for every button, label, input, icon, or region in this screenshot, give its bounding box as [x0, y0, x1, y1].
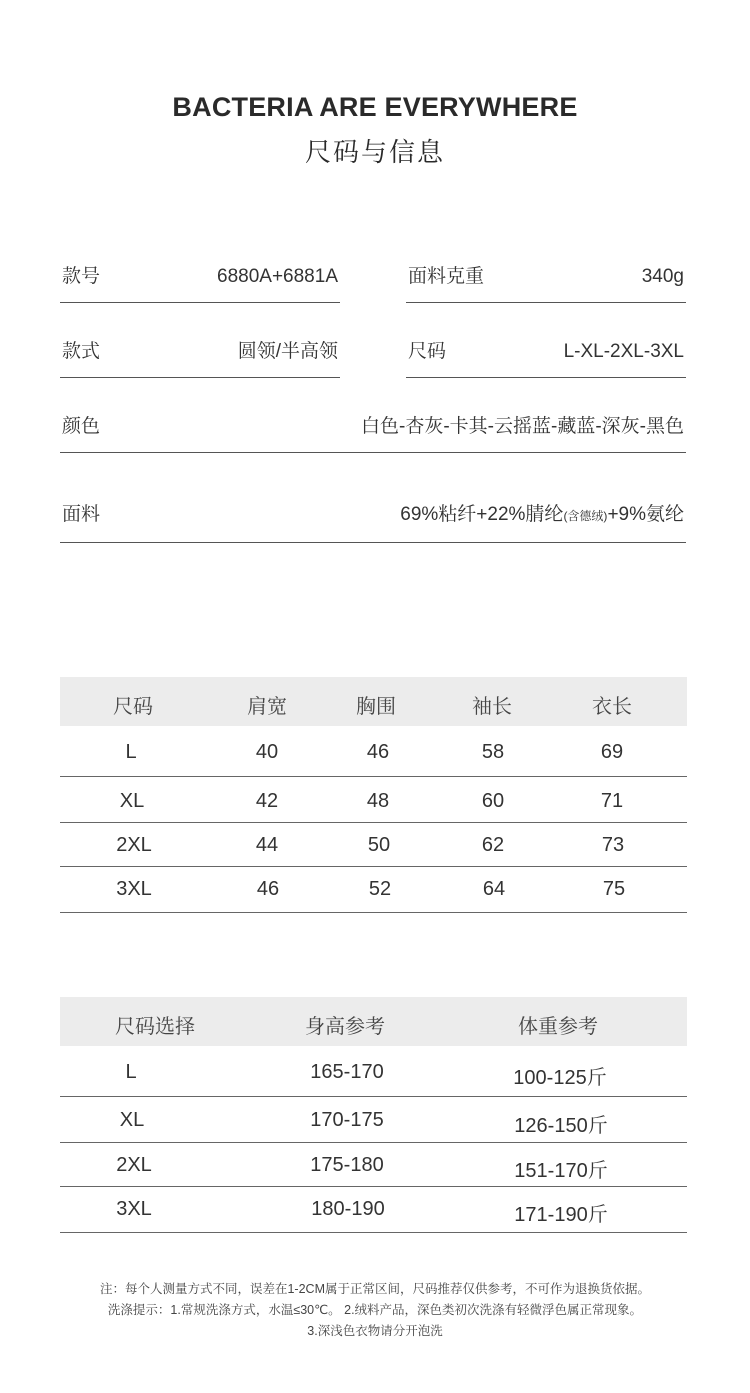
shoulder-cell: 42 — [255, 790, 279, 812]
info-size-label: 尺码 — [408, 341, 447, 362]
info-color-value: 白色-杏灰-卡其-云摇蓝-藏蓝-深灰-黑色 — [361, 416, 684, 437]
chest-cell: 50 — [367, 834, 391, 856]
size-header-sleeve: 袖长 — [472, 696, 512, 718]
size-cell: L — [125, 741, 137, 763]
sleeve-cell: 58 — [481, 741, 505, 763]
info-style-no-label: 款号 — [62, 266, 101, 287]
length-cell: 71 — [600, 790, 624, 812]
info-style-label: 款式 — [62, 341, 101, 362]
info-fabric-value — [400, 499, 684, 526]
info-style-no-value: 6880A+6881A — [217, 266, 338, 287]
info-fabric — [60, 470, 686, 543]
info-style-value: 圆领/半高领 — [237, 341, 338, 362]
shoulder-cell: 46 — [256, 878, 280, 900]
table-row — [60, 867, 687, 913]
chest-cell: 48 — [366, 790, 390, 812]
title-english: BACTERIA ARE EVERYWHERE — [172, 92, 578, 122]
size-header-shoulder: 肩宽 — [247, 696, 287, 718]
size-cell: XL — [119, 790, 145, 812]
size-header-chest: 胸围 — [356, 696, 396, 718]
size-table-header — [60, 677, 687, 726]
sleeve-cell: 62 — [481, 834, 505, 856]
length-cell: 75 — [602, 878, 626, 900]
size-cell: L — [125, 1061, 137, 1083]
table-row — [60, 823, 687, 867]
sleeve-cell: 60 — [481, 790, 505, 812]
chest-cell: 46 — [366, 741, 390, 763]
weight-cell: 100-125斤 — [513, 1067, 607, 1089]
fit-header-size: 尺码选择 — [115, 1016, 195, 1038]
info-color — [60, 392, 686, 453]
size-table — [60, 677, 687, 913]
note-washing: 洗涤提示：1.常规洗涤方式，水温≤30℃。 2.绒料产品，深色类初次洗涤有轻微浮色属正常现象。 — [107, 1303, 643, 1317]
table-row — [60, 1046, 687, 1097]
info-fabric-weight — [406, 240, 686, 303]
title-chinese: 尺码与信息 — [304, 137, 445, 167]
size-cell: 3XL — [116, 1198, 152, 1220]
height-cell: 165-170 — [310, 1061, 384, 1083]
table-row — [60, 726, 687, 777]
info-size — [406, 316, 686, 378]
notes — [0, 1279, 750, 1342]
note-measurement: 注：每个人测量方式不同，误差在1-2CM属于正常区间，尺码推荐仅供参考，不可作为退换货依据。 — [99, 1282, 650, 1296]
info-fabric-value-tail: +9%氨纶 — [607, 504, 684, 525]
size-cell: XL — [119, 1109, 145, 1131]
height-cell: 170-175 — [310, 1109, 384, 1131]
info-fabric-label: 面料 — [62, 504, 101, 525]
weight-cell: 126-150斤 — [514, 1115, 608, 1137]
height-cell: 180-190 — [311, 1198, 385, 1220]
table-row — [60, 1097, 687, 1143]
shoulder-cell: 40 — [255, 741, 279, 763]
info-style-no — [60, 240, 340, 303]
info-fabric-weight-value: 340g — [641, 266, 684, 287]
table-row — [60, 777, 687, 823]
weight-cell: 171-190斤 — [514, 1204, 608, 1226]
size-header-length: 衣长 — [592, 696, 632, 718]
fit-header-weight: 体重参考 — [518, 1016, 598, 1038]
info-size-value: L-XL-2XL-3XL — [563, 341, 684, 362]
info-fabric-weight-label: 面料克重 — [408, 266, 485, 287]
size-cell: 2XL — [116, 1154, 152, 1176]
note-separate-wash: 3.深浅色衣物请分开泡洗 — [307, 1324, 443, 1338]
chest-cell: 52 — [368, 878, 392, 900]
info-fabric-value-main: 69%粘纤+22%腈纶 — [400, 504, 564, 525]
fit-table-header — [60, 997, 687, 1046]
size-cell: 2XL — [116, 834, 152, 856]
table-row — [60, 1187, 687, 1233]
length-cell: 69 — [600, 741, 624, 763]
fit-header-height: 身高参考 — [305, 1016, 385, 1038]
fit-table — [60, 997, 687, 1233]
size-header-size: 尺码 — [113, 696, 153, 718]
info-style — [60, 316, 340, 378]
shoulder-cell: 44 — [255, 834, 279, 856]
height-cell: 175-180 — [310, 1154, 384, 1176]
weight-cell: 151-170斤 — [514, 1160, 608, 1182]
info-color-label: 颜色 — [62, 416, 101, 437]
size-cell: 3XL — [116, 878, 152, 900]
length-cell: 73 — [601, 834, 625, 856]
table-row — [60, 1143, 687, 1187]
sleeve-cell: 64 — [482, 878, 506, 900]
info-fabric-value-note: (含德绒) — [563, 509, 608, 523]
